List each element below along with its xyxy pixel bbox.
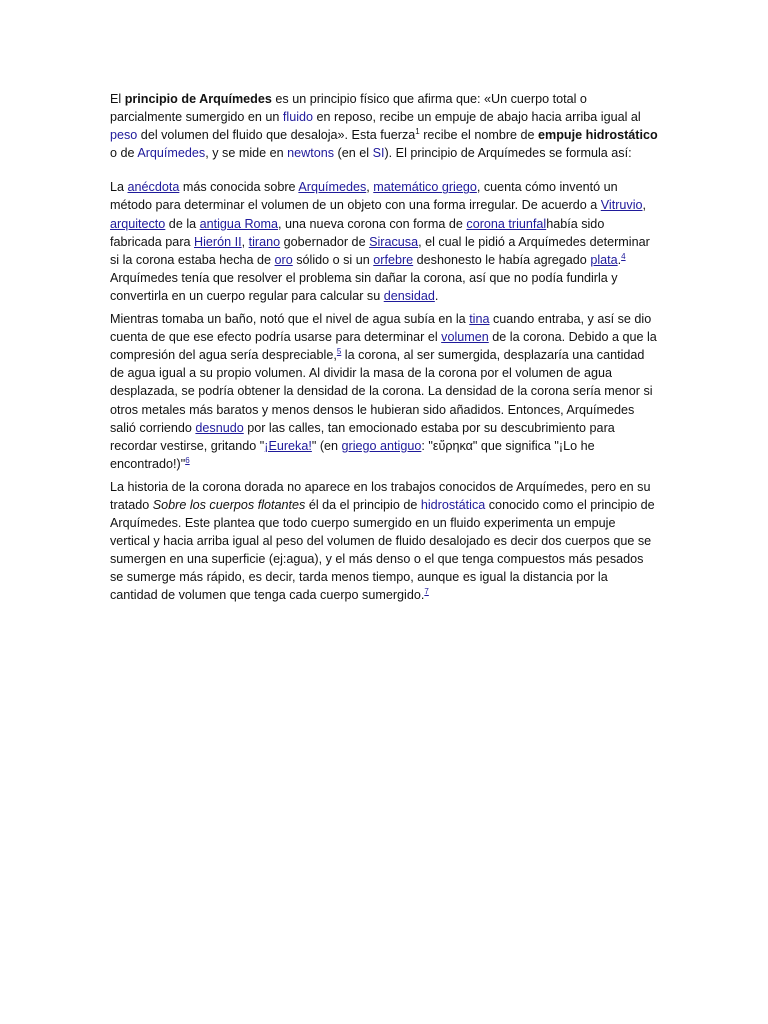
text-run: : "εὕρηκα" que significa "¡Lo he encontrado!)" bbox=[110, 438, 595, 471]
inline-link[interactable]: Arquímedes bbox=[137, 146, 206, 161]
document-page bbox=[110, 90, 658, 605]
text-run: . bbox=[617, 252, 622, 267]
inline-link[interactable]: corona triunfal bbox=[466, 216, 547, 231]
text-run: en reposo, recibe un empuje de abajo hacia arriba igual al bbox=[313, 110, 641, 125]
inline-link[interactable]: Hierón II bbox=[194, 234, 242, 249]
footnote-link[interactable]: 5 bbox=[336, 347, 342, 357]
text-run: , y se mide en bbox=[205, 146, 288, 161]
text-run: de la corona. Debido a que la compresión del agua sería despreciable, bbox=[110, 330, 657, 363]
inline-link[interactable]: Siracusa bbox=[369, 234, 419, 249]
bold-term: empuje hidrostático bbox=[538, 128, 658, 143]
text-run: , una nueva corona con forma de bbox=[278, 216, 467, 231]
inline-link[interactable]: hidrostática bbox=[420, 497, 486, 512]
inline-link[interactable]: Arquímedes bbox=[298, 180, 367, 195]
text-run: sólido o si un bbox=[292, 252, 374, 267]
bold-term: principio de Arquímedes bbox=[124, 92, 272, 106]
text-run: había sido fabricada para bbox=[110, 216, 605, 249]
footnote-ref: 1 bbox=[415, 127, 420, 136]
text-run: Mientras tomaba un baño, notó que el nivel de agua subía en la bbox=[110, 312, 470, 327]
text-run: Arquímedes tenía que resolver el problema sin dañar la corona, así que no podía fundirla y convertirla en un cuerpo regular para calcular su bbox=[110, 270, 618, 303]
inline-link[interactable]: ¡Eureka! bbox=[264, 438, 312, 453]
text-run: gobernador de bbox=[280, 234, 370, 249]
inline-link[interactable]: arquitecto bbox=[110, 216, 166, 231]
inline-link[interactable]: newtons bbox=[287, 146, 335, 161]
text-run: es un principio físico que afirma que: «Un cuerpo total o parcialmente sumergido en un bbox=[110, 92, 587, 125]
inline-link[interactable]: desnudo bbox=[195, 420, 244, 435]
text-run: conocido como el principio de Arquímedes. Este plantea que todo cuerpo sumergido en un fluido experimenta un empuje vertical y hacia arriba igual al peso del volumen de fluido desalojado es decir dos cuerpos que se sumergen en una superficie (ej:agua), y el más denso o el que tenga compuestos más pesados se sumerge más rápido, es decir, tarda menos tiempo, aunque es igual la distancia por la cantidad de volumen que tenga cada cuerpo sumergido. bbox=[110, 497, 655, 603]
text-run: La bbox=[110, 180, 128, 195]
text-run: la corona, al ser sumergida, desplazaría una cantidad de agua igual a su propio volumen. Al dividir la masa de la corona por el volumen de agua desplazada, se podría obtener la densidad de la corona. La densidad de la corona sería menor si otros metales más baratos y menos densos le hubieran sido añadidos. Entonces, Arquímedes salió corriendo bbox=[110, 348, 653, 435]
text-run: , el cual le pidió a Arquímedes determinar si la corona estaba hecha de bbox=[110, 234, 650, 267]
inline-link[interactable]: griego antiguo bbox=[341, 438, 422, 453]
text-run: " (en bbox=[311, 438, 342, 453]
text-run: del volumen del fluido que desaloja». Esta fuerza bbox=[137, 128, 416, 143]
inline-link[interactable]: antigua Roma bbox=[199, 216, 279, 231]
text-run: deshonesto le había agregado bbox=[413, 252, 591, 267]
text-run: (en el bbox=[334, 146, 373, 161]
inline-link[interactable]: anécdota bbox=[127, 180, 180, 195]
inline-link[interactable]: densidad bbox=[383, 288, 435, 303]
inline-link[interactable]: tina bbox=[469, 312, 490, 327]
text-run: ). El principio de Arquímedes se formula así: bbox=[384, 146, 632, 161]
inline-link[interactable]: Vitruvio bbox=[600, 198, 643, 213]
footnote-link[interactable]: 4 bbox=[621, 251, 626, 261]
text-run: de la bbox=[165, 216, 200, 231]
inline-link[interactable]: tirano bbox=[248, 234, 281, 249]
italic-title: Sobre los cuerpos flotantes bbox=[152, 497, 306, 512]
text-run: más conocida sobre bbox=[179, 180, 299, 195]
text-run: . bbox=[434, 288, 439, 303]
text-run: cuando entraba, y así se dio cuenta de que ese efecto podría usarse para determinar el bbox=[110, 312, 652, 345]
text-run: , bbox=[241, 234, 249, 249]
footnote-link[interactable]: 6 bbox=[185, 455, 190, 465]
text-run: , bbox=[366, 180, 374, 195]
text-run: por las calles, tan emocionado estaba por su descubrimiento para recordar vestirse, gritando " bbox=[110, 420, 615, 453]
inline-link[interactable]: matemático griego bbox=[373, 180, 477, 195]
inline-link[interactable]: SI bbox=[372, 146, 385, 161]
paragraph-principle-definition bbox=[110, 90, 658, 162]
text-run: recibe el nombre de bbox=[419, 128, 539, 143]
text-run: La historia de la corona dorada no aparece en los trabajos conocidos de Arquímedes, pero en su tratado bbox=[110, 479, 651, 512]
text-run: , cuenta cómo inventó un método para determinar el volumen de un objeto con una forma irregular. De acuerdo a bbox=[110, 180, 618, 213]
paragraph-bath-eureka bbox=[110, 310, 658, 473]
inline-link[interactable]: volumen bbox=[441, 330, 489, 345]
inline-link[interactable]: orfebre bbox=[373, 252, 414, 267]
inline-link[interactable]: oro bbox=[274, 252, 293, 267]
inline-link[interactable]: fluido bbox=[282, 110, 314, 125]
paragraph-floating-bodies bbox=[110, 478, 658, 605]
text-run: él da el principio de bbox=[305, 497, 421, 512]
text-run: , bbox=[642, 198, 647, 213]
inline-link[interactable]: peso bbox=[110, 128, 138, 143]
inline-link[interactable]: plata bbox=[590, 252, 618, 267]
text-run: o de bbox=[110, 146, 138, 161]
footnote-link[interactable]: 7 bbox=[424, 587, 429, 597]
paragraph-anecdote bbox=[110, 178, 658, 305]
text-run: El bbox=[110, 92, 125, 106]
